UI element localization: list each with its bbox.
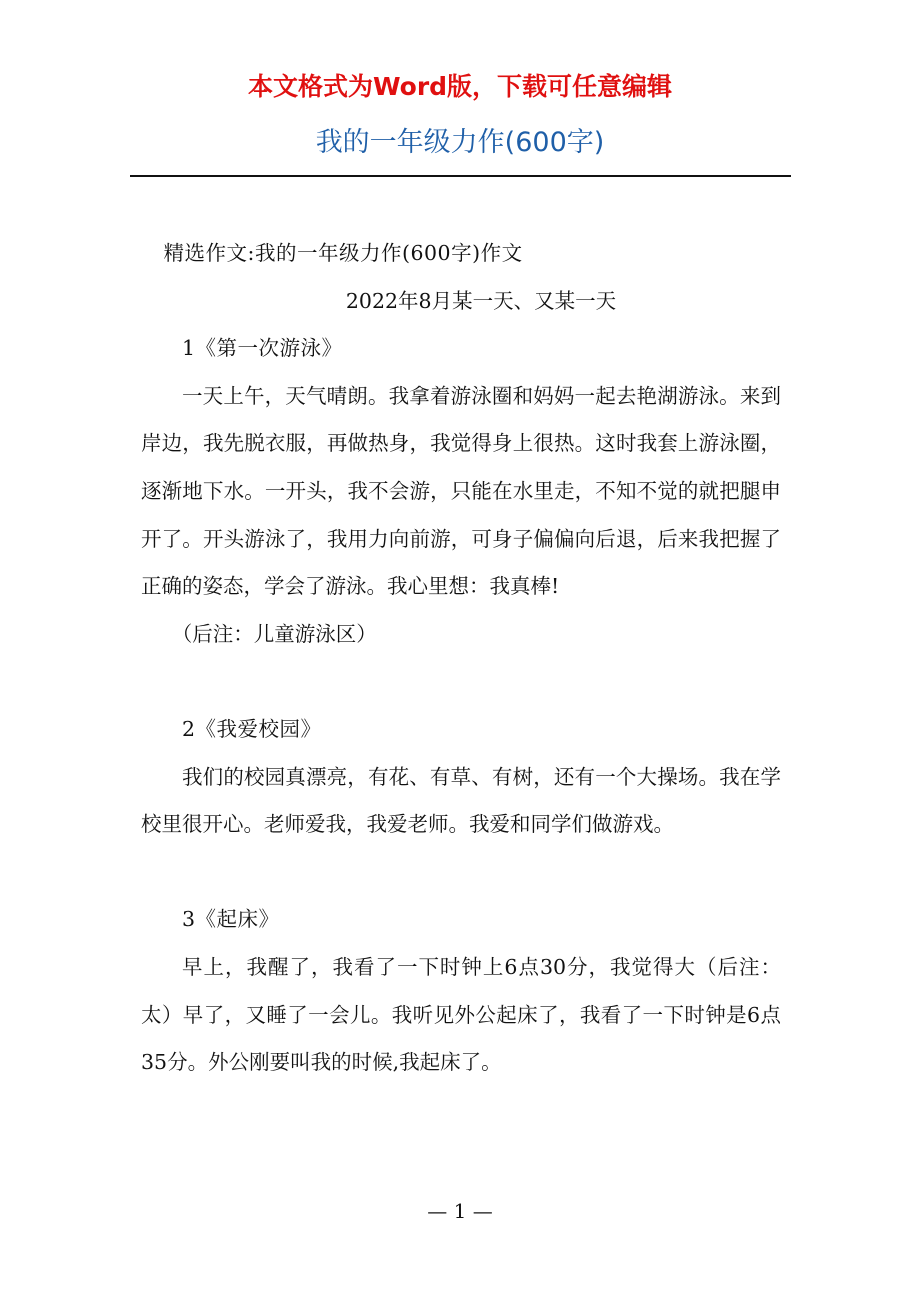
section-heading: 1《第一次游泳》 — [182, 336, 343, 361]
section-spacer — [141, 658, 781, 706]
title-divider — [130, 175, 791, 177]
section-paragraph: 一天上午，天气晴朗。我拿着游泳圈和妈妈一起去艳湖游泳。来到岸边，我先脱衣服，再做热身，我觉得身上很热。这时我套上游泳圈，逐渐地下水。一开头，我不会游，只能在水里走，不知不觉的就把腿申开了。开头游泳了，我用力向前游，可身子偏偏向后退，后来我把握了正确的姿态，学会了游泳。我心里想：我真棒! — [141, 383, 781, 599]
page-number: — 1 — — [427, 1199, 493, 1223]
section-heading: 3《起床》 — [182, 907, 280, 932]
section-spacer — [141, 849, 781, 897]
section-note: （后注：儿童游泳区） — [171, 621, 377, 646]
essay-subtitle: 精选作文:我的一年级力作(600字)作文 — [163, 241, 523, 265]
document-title: 我的一年级力作(600字) — [315, 127, 605, 158]
download-banner: 本文格式为Word版，下载可任意编辑 — [247, 72, 673, 101]
document-body — [141, 230, 781, 1087]
section-heading: 2《我爱校园》 — [182, 716, 322, 741]
section-paragraph: 我们的校园真漂亮，有花、有草、有树，还有一个大操场。我在学校里很开心。老师爱我，我爱老师。我爱和同学们做游戏。 — [141, 764, 781, 837]
section-paragraph: 早上，我醒了，我看了一下时钟上6点30分，我觉得大（后注：太）早了，又睡了一会儿。我听见外公起床了，我看了一下时钟是6点35分。外公刚要叫我的时候,我起床了。 — [141, 954, 781, 1075]
date-line: 2022年8月某一天、又某一天 — [345, 288, 617, 313]
